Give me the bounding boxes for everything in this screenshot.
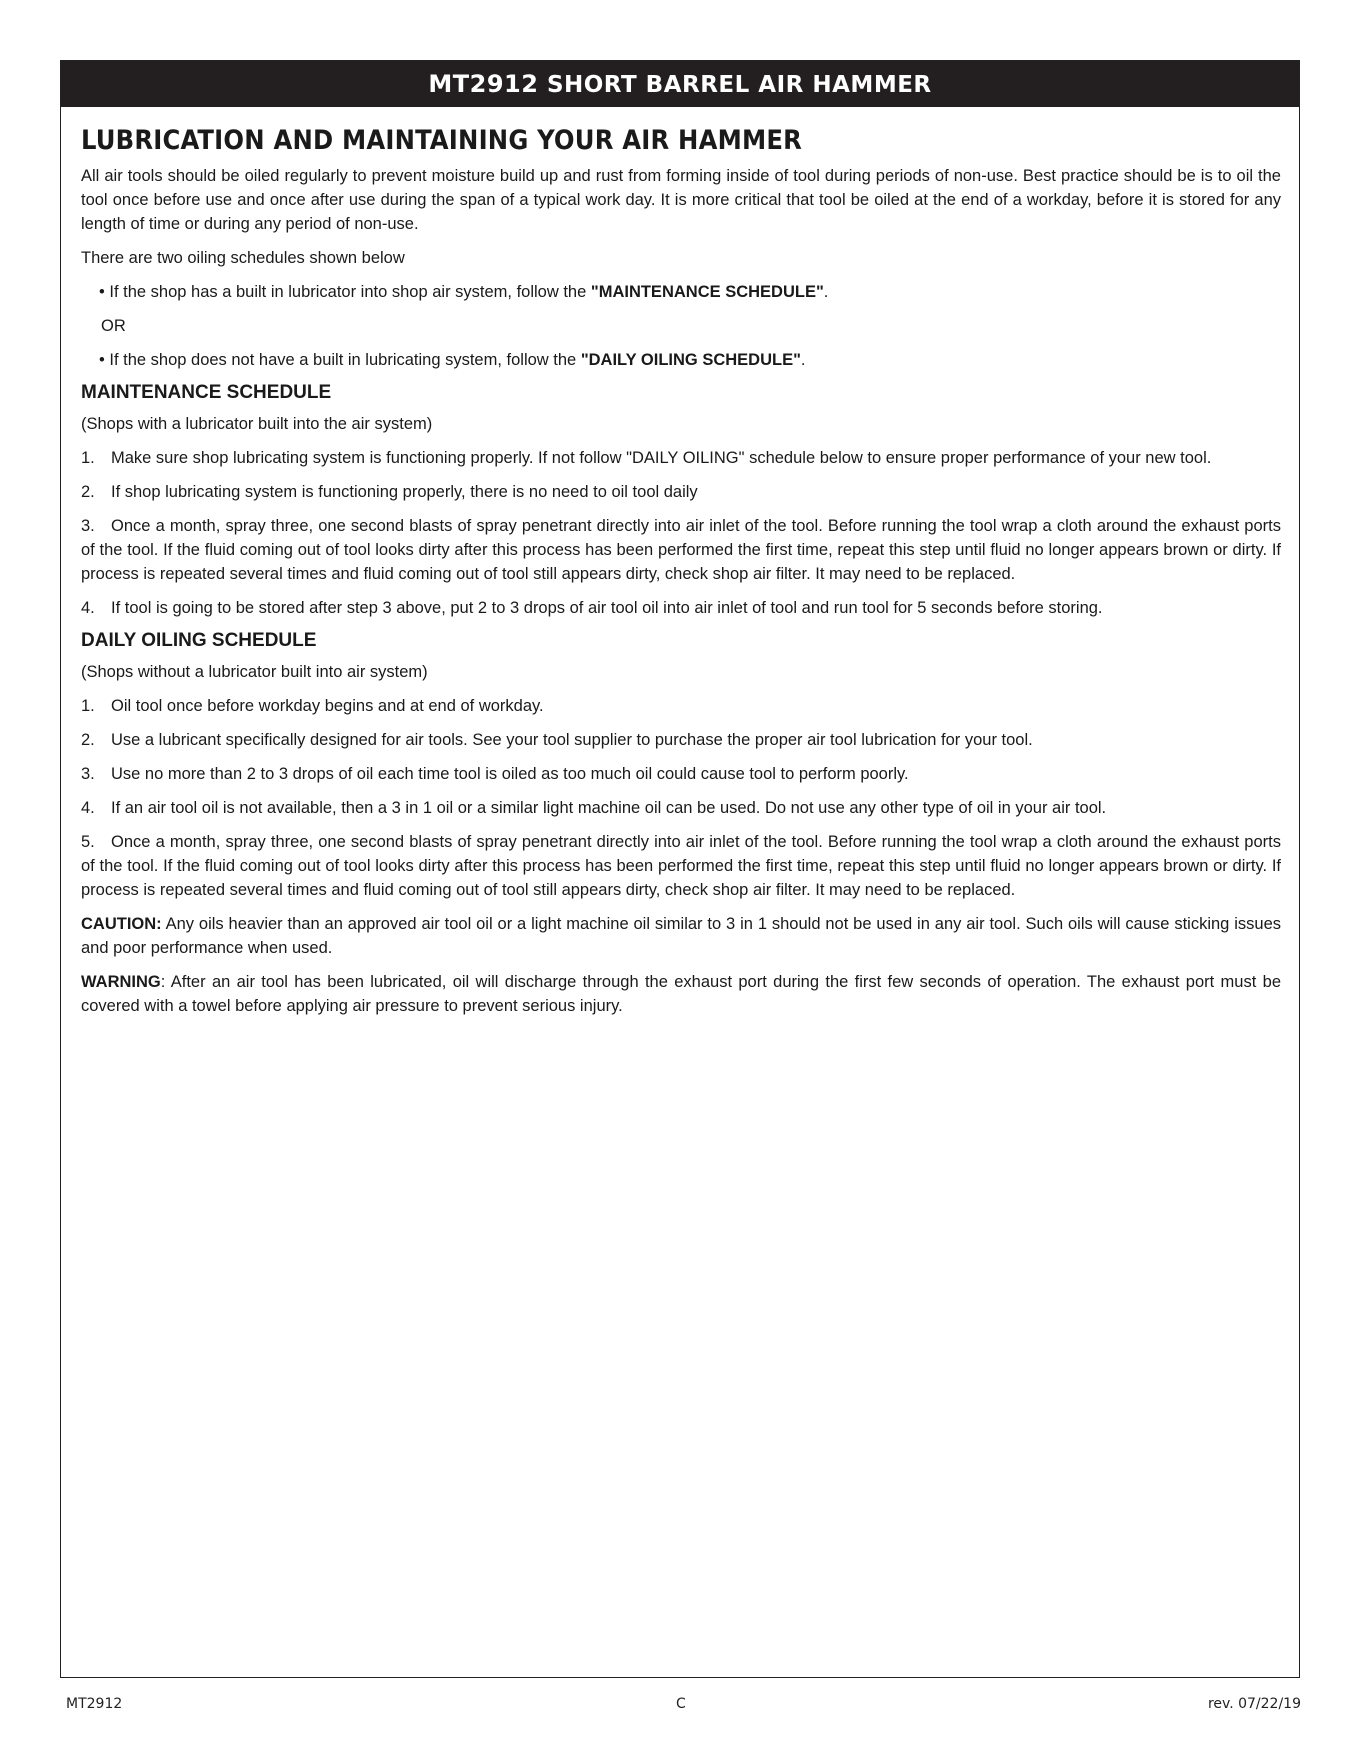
bullet-daily-text: If the shop does not have a built in lubricating system, follow the xyxy=(109,351,581,369)
bullet-maintenance-text: If the shop has a built in lubricator into shop air system, follow the xyxy=(109,283,591,301)
warning-text: : After an air tool has been lubricated, oil will discharge through the exhaust port during the first few seconds of operation. The exhaust port must be covered with a towel before applying air pressure to prevent serious injury. xyxy=(81,973,1281,1015)
item-text: Once a month, spray three, one second blasts of spray penetrant directly into air inlet of the tool. Before running the tool wrap a cloth around the exhaust ports of the tool. If the fluid coming out of tool looks dirty after this process has been performed the first time, repeat this step until fluid no longer appears brown or dirty. If process is repeated several times and fluid coming out of tool still appears dirty, check shop air filter. It may need to be replaced. xyxy=(81,833,1281,899)
maintenance-subtitle: (Shops with a lubricator built into the air system) xyxy=(81,415,433,433)
item-number: 4. xyxy=(81,799,95,817)
item-text: Use a lubricant specifically designed for air tools. See your tool supplier to purchase the proper air tool lubrication for your tool. xyxy=(111,731,1033,749)
item-text: Use no more than 2 to 3 drops of oil each time tool is oiled as too much oil could cause tool to perform poorly. xyxy=(111,765,909,783)
item-number: 3. xyxy=(81,765,95,783)
warning-note xyxy=(81,970,1281,1018)
intro-paragraph: All air tools should be oiled regularly to prevent moisture build up and rust from forming inside of tool during periods of non-use. Best practice should be is to oil the tool once before use and once after use during the span of a typical work day. It is more critical that tool be oiled at the end of a workday, before it is stored for any length of time or during any period of non-use. xyxy=(81,167,1281,233)
item-number: 1. xyxy=(81,697,95,715)
item-text: If shop lubricating system is functioning properly, there is no need to oil tool daily xyxy=(111,483,698,501)
caution-label: CAUTION: xyxy=(81,915,162,933)
or-text: OR xyxy=(101,317,126,335)
daily-item xyxy=(81,694,1281,718)
footer-page: C xyxy=(676,1696,686,1712)
item-number: 2. xyxy=(81,731,95,749)
maintenance-title: MAINTENANCE SCHEDULE xyxy=(81,382,332,403)
item-number: 3. xyxy=(81,517,95,535)
maintenance-item xyxy=(81,480,1281,504)
daily-item xyxy=(81,728,1281,752)
page-frame xyxy=(60,60,1300,1678)
section-title: LUBRICATION AND MAINTAINING YOUR AIR HAMMER xyxy=(81,125,803,156)
maintenance-item xyxy=(81,446,1281,470)
item-number: 5. xyxy=(81,833,95,851)
header-model: MT2912 xyxy=(428,70,539,98)
item-text: If tool is going to be stored after step 3 above, put 2 to 3 drops of air tool oil into air inlet of tool and run tool for 5 seconds before storing. xyxy=(111,599,1103,617)
warning-label: WARNING xyxy=(81,973,161,991)
daily-item xyxy=(81,762,1281,786)
caution-text: Any oils heavier than an approved air tool oil or a light machine oil similar to 3 in 1 should not be used in any air tool. Such oils will cause sticking issues and poor performance when used. xyxy=(81,915,1281,957)
caution-note xyxy=(81,912,1281,960)
item-text: Oil tool once before workday begins and at end of workday. xyxy=(111,697,544,715)
daily-item xyxy=(81,830,1281,902)
item-number: 4. xyxy=(81,599,95,617)
daily-item xyxy=(81,796,1281,820)
daily-title: DAILY OILING SCHEDULE xyxy=(81,630,317,651)
item-text: If an air tool oil is not available, then a 3 in 1 oil or a similar light machine oil can be used. Do not use any other type of oil in your air tool. xyxy=(111,799,1107,817)
footer-revision: rev. 07/22/19 xyxy=(1207,1696,1301,1712)
header-banner xyxy=(61,61,1299,107)
bullet-daily: • If the shop does not have a built in lubricating system, follow the "DAILY OILING SCHEDULE". xyxy=(99,351,806,369)
footer-model: MT2912 xyxy=(66,1696,123,1712)
daily-subtitle: (Shops without a lubricator built into air system) xyxy=(81,663,428,681)
maintenance-item xyxy=(81,514,1281,586)
header-title: SHORT BARREL AIR HAMMER xyxy=(546,72,932,98)
item-number: 2. xyxy=(81,483,95,501)
bullet-maintenance-strong: "MAINTENANCE SCHEDULE" xyxy=(590,283,824,301)
item-text: Once a month, spray three, one second blasts of spray penetrant directly into air inlet of the tool. Before running the tool wrap a cloth around the exhaust ports of the tool. If the fluid coming out of tool looks dirty after this process has been performed the first time, repeat this step until fluid no longer appears brown or dirty. If process is repeated several times and fluid coming out of tool still appears dirty, check shop air filter. It may need to be replaced. xyxy=(81,517,1281,583)
schedules-intro: There are two oiling schedules shown below xyxy=(81,249,405,267)
main-content xyxy=(81,115,1281,1028)
bullet-daily-strong: "DAILY OILING SCHEDULE" xyxy=(580,351,801,369)
bullet-maintenance: • If the shop has a built in lubricator into shop air system, follow the "MAINTENANCE SCHEDULE". xyxy=(99,283,829,301)
item-text: Make sure shop lubricating system is functioning properly. If not follow "DAILY OILING" schedule below to ensure proper performance of your new tool. xyxy=(111,449,1212,467)
item-number: 1. xyxy=(81,449,95,467)
maintenance-item xyxy=(81,596,1281,620)
